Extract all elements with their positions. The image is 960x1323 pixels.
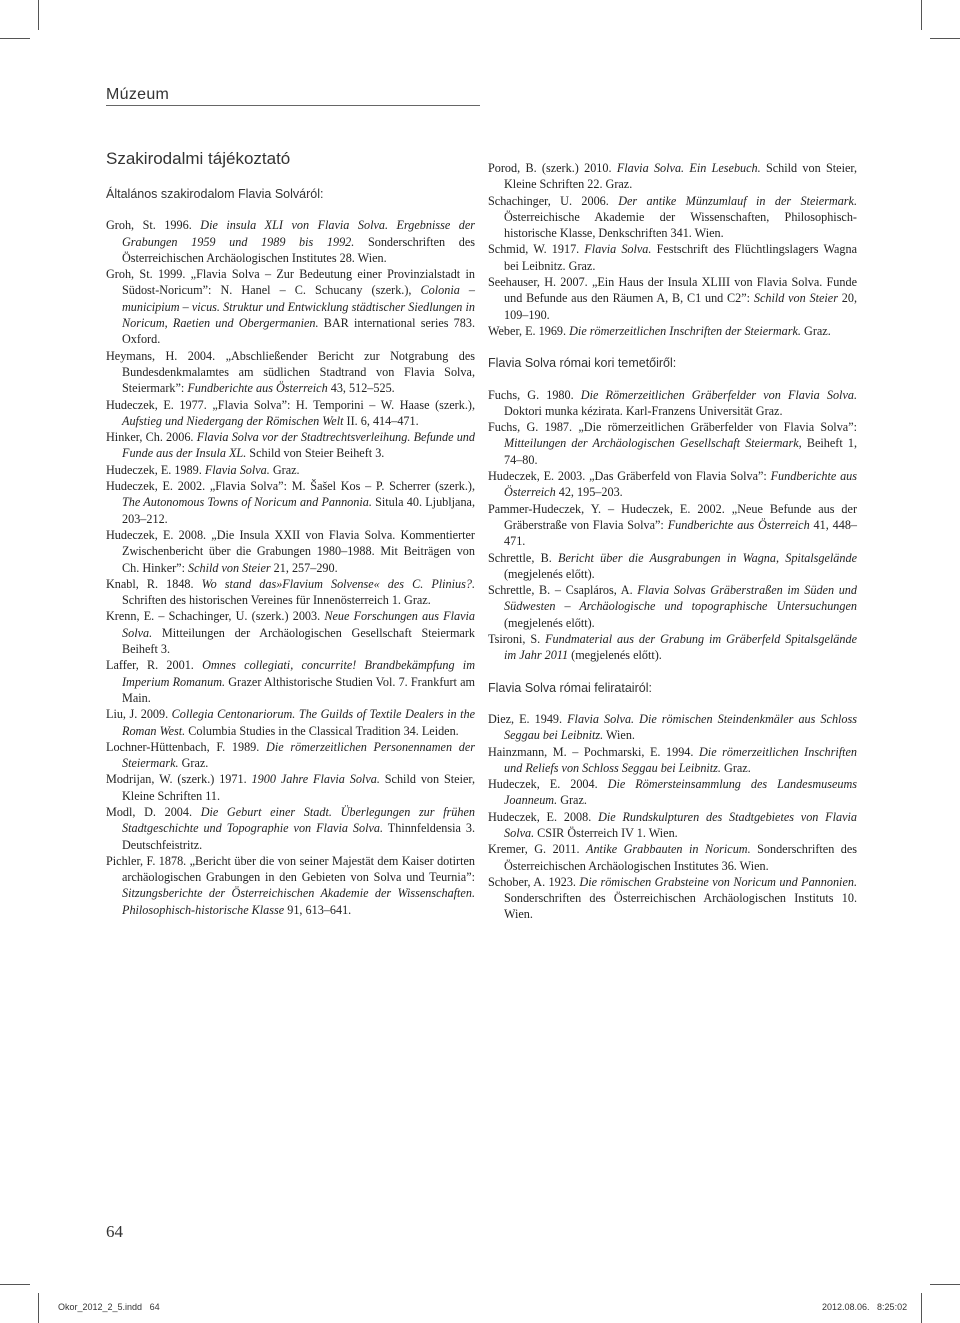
bibliography-entry [488, 631, 857, 664]
entry-text: Liu, J. 2009. [106, 707, 172, 722]
entry-text: Festschrift des Flüchtlingslagers Wagna bei Leibnitz. Graz. [504, 242, 857, 273]
entry-title-italic: Die Römerzeitlichen Gräberfelder von Flavia Solva. [580, 387, 857, 402]
entry-text: Columbia Studies in the Classical Tradition 34. Leiden. [185, 723, 459, 738]
entry-text: Groh, St. 1996. [106, 218, 201, 233]
entry-text: Krenn, E. – Schachinger, U. (szerk.) 2003. [106, 609, 325, 624]
entry-text: 91, 613–641. [284, 902, 352, 917]
entry-text: Knabl, R. 1848. [106, 576, 202, 591]
bibliography-entry [106, 462, 475, 478]
crop-mark [0, 1284, 30, 1285]
entry-text: Sonderschriften des Österreichischen Archäologischen Institutes 28. Wien. [122, 234, 475, 265]
bibliography-entry [106, 397, 475, 430]
bibliography-entry [488, 241, 857, 274]
entry-text: Lochner-Hüttenbach, F. 1989. [106, 739, 267, 754]
bibliography-entry [488, 419, 857, 468]
entry-text: Kremer, G. 2011. [488, 842, 587, 857]
entry-text: Modrijan, W. (szerk.) 1971. [106, 772, 252, 787]
entry-text: BAR international series 783. Oxford. [122, 316, 475, 347]
entry-text: Schrettle, B. – Csapláros, A. [488, 583, 638, 598]
entry-text: (megjelenés előtt). [568, 648, 662, 663]
entry-title-italic: Flavia Solva. [584, 242, 652, 257]
entry-title-italic: Neue Forschungen aus Flavia Solva. [122, 609, 475, 640]
entry-title-italic: Die römerzeitlichen Personennamen der Steiermark. [122, 739, 475, 771]
entry-text: Hudeczek, E. 1989. [106, 462, 205, 477]
entry-title-italic: Flavia Solva. Ein Lesebuch. [616, 161, 761, 175]
entry-text: Hudeczek, E. 2008. [488, 809, 599, 824]
bibliography-entry [106, 804, 475, 853]
entry-text: Schild von Steier Beiheft 3. [246, 446, 385, 461]
entry-text: Doktori munka kézirata. Karl-Franzens Universität Graz. [504, 403, 783, 418]
bibliography-entry [488, 193, 857, 242]
entry-text: Schmid, W. 1917. [488, 242, 585, 257]
crop-mark [38, 0, 39, 30]
entry-text: Heymans, H. 2004. „Abschließender Bericht zur Notgrabung des Bundesdenkmalamtes am südlichen Stadtrand von Flavia Solva, Steiermark”: [106, 348, 475, 396]
bibliography-entry [106, 706, 475, 739]
entry-text: Thinnfeldensia 3. Deutschfeistritz. [122, 821, 475, 852]
entry-text: Pammer-Hudeczek, Y. – Hudeczek, E. 2002. „Neue Befunde aus der Gräberstraße von Flavia Solva”: [488, 501, 857, 532]
left-column [106, 186, 475, 918]
entry-text: Mitteilungen der Archäologischen Gesellschaft Steiermark Beiheft 3. [122, 625, 475, 657]
entry-text: Schriften des historischen Vereines für Innenösterreich 1. Graz. [122, 593, 431, 608]
entry-text: CSIR Österreich IV 1. Wien. [534, 825, 678, 840]
crop-mark [930, 1284, 960, 1285]
bibliography-entry [488, 582, 857, 631]
bibliography-entry [488, 323, 857, 339]
bibliography-entry [488, 160, 857, 193]
subhead-general: Általános szakirodalom Flavia Solváról: [106, 187, 324, 201]
entry-text: Hudeczek, E. 2003. „Das Gräberfeld von Flavia Solva”: [488, 469, 771, 484]
entry-text: Weber, E. 1969. [488, 323, 570, 338]
entry-title-italic: Colonia – municipium – vicus. Struktur und Entwicklung städtischer Siedlungen in Noricum, Raetien und Obergermanien. [122, 283, 476, 331]
bibliography-entry [488, 744, 857, 777]
entry-text: Beiheft 1, 74–80. [504, 436, 857, 467]
entry-text: Schober, A. 1923. [488, 874, 580, 889]
right-column [488, 160, 857, 923]
bibliography-entry [488, 711, 857, 744]
entry-title-italic: Aufstieg und Niedergang der Römischen Welt [122, 413, 344, 428]
entry-text: 43, 512–525. [327, 381, 395, 396]
entry-text: Graz. [269, 462, 300, 477]
bibliography-entry [106, 527, 475, 576]
bibliography-entry [488, 809, 857, 842]
bibliography-entry [106, 217, 475, 266]
bibliography-list [106, 217, 475, 918]
entry-text: Wien. [603, 728, 635, 743]
entry-title-italic: Fundmaterial aus der Grabung im Gräberfeld Spitalsgelände im Jahr 2011 [504, 632, 857, 663]
entry-text: Hudeczek, E. 2008. „Die Insula XXII von Flavia Solva. Kommentierter Zwischenbericht über die Grabungen 1980–1988. Mit Beiträgen von Ch. Hinker”: [106, 527, 475, 575]
entry-text: Grazer Althistorische Studien Vol. 7. Frankfurt am Main. [122, 674, 476, 705]
entry-title-italic: 1900 Jahre Flavia Solva. [251, 772, 380, 787]
entry-title-italic: Schild von Steier [188, 560, 271, 575]
entry-text: Graz. [178, 756, 209, 771]
bibliography-entry [488, 776, 857, 809]
crop-mark [921, 0, 922, 30]
entry-text: II. 6, 414–471. [343, 413, 419, 428]
entry-text: Hinker, Ch. 2006. [106, 430, 197, 445]
subhead-inscriptions: Flavia Solva római feliratairól: [488, 680, 652, 695]
entry-text: Tsironi, S. [488, 632, 546, 647]
entry-title-italic: Collegia Centonariorum. The Guilds of Textile Dealers in the Roman West. [122, 707, 476, 738]
bibliography-entry [488, 468, 857, 501]
entry-title-italic: The Autonomous Towns of Noricum and Pannonia. [122, 495, 372, 510]
bibliography-entry [106, 739, 475, 772]
bibliography-entry [488, 274, 857, 323]
header-rule [106, 105, 480, 106]
entry-text: Hudeczek, E. 2004. [488, 777, 608, 792]
entry-title-italic: Flavia Solvas Gräberstraßen im Süden und Südwesten – Archäologische und topographische Untersuchungen [504, 583, 857, 614]
crop-mark [921, 1293, 922, 1323]
entry-title-italic: Die römerzeitlichen Inschriften der Steiermark. [569, 323, 801, 338]
entry-text: Fuchs, G. 1987. „Die römerzeitlichen Gräberfelder von Flavia Solva”: [488, 420, 857, 435]
entry-text: Graz. [557, 793, 587, 808]
entry-text: Hainzmann, M. – Pochmarski, E. 1994. [488, 744, 699, 759]
crop-mark [0, 38, 30, 39]
bibliography-entry [488, 550, 857, 583]
entry-title-italic: Fundberichte aus Österreich [504, 469, 858, 500]
entry-text: Pichler, F. 1878. „Bericht über die von seiner Majestät dem Kaiser dotirten archäologischen Grabungen in den Gebieten von Solva und Teurnia”: [106, 853, 475, 885]
section-title: Szakirodalmi tájékoztató [106, 149, 291, 168]
entry-text: Sonderschriften des Österreichischen Archäologischen Institutes 36. Wien. [504, 842, 858, 873]
subhead-cemetery: Flavia Solva római kori temetőiről: [488, 356, 677, 371]
entry-title-italic: Wo stand das»Flavium Solvense« des C. Plinius?. [201, 576, 475, 591]
entry-title-italic: Fundberichte aus Österreich [667, 517, 810, 532]
bibliography-entry [106, 657, 475, 706]
bibliography-list [488, 160, 857, 339]
entry-title-italic: Flavia Solva. [204, 462, 270, 477]
entry-text: Hudeczek, E. 1977. „Flavia Solva”: H. Temporini – W. Haase (szerk.), [106, 397, 475, 412]
entry-text: 20, 109–190. [504, 291, 857, 322]
entry-text: Modl, D. 2004. [106, 804, 201, 819]
entry-title-italic: Die insula XLI von Flavia Solva. Ergebnisse der Grabungen 1959 und 1989 bis 1992. [122, 218, 475, 249]
entry-text: (megjelenés előtt). [504, 615, 595, 630]
entry-title-italic: Die römerzeitlichen Inschriften und Reliefs von Schloss Seggau bei Leibnitz. [504, 744, 857, 775]
bibliography-entry [488, 501, 857, 550]
bibliography-entry [106, 608, 475, 657]
footer-timestamp: 2012.08.06. 8:25:02 [822, 1302, 908, 1312]
bibliography-entry [488, 387, 857, 420]
entry-text: Sonderschriften des Österreichischen Archäologischen Instituts 10. Wien. [504, 891, 857, 922]
entry-title-italic: Die Geburt einer Stadt. Überlegungen zur frühen Stadtgeschichte und Topographie von Flavia Solva. [122, 804, 475, 836]
entry-text: Graz. [720, 760, 751, 775]
running-header: Múzeum [106, 86, 170, 103]
entry-title-italic: Flavia Solva. Die römischen Steindenkmäler aus Schloss Seggau bei Leibnitz. [504, 711, 857, 743]
entry-title-italic: Flavia Solva vor der Stadtrechtsverleihung. Befunde und Funde aus der Insula XL. [122, 430, 475, 461]
entry-text: Seehauser, H. 2007. „Ein Haus der Insula XLIII von Flavia Solva. Funde und Befunde aus den Räumen A, B, C1 und C2”: [488, 275, 857, 306]
entry-title-italic: Sitzungsberichte der Österreichischen Akademie der Wissenschaften. Philosophisch-historische Klasse [122, 886, 475, 917]
entry-text: Laffer, R. 2001. [106, 658, 203, 673]
entry-text: 41, 448–471. [504, 517, 858, 549]
entry-title-italic: Antike Grabbauten in Noricum. [586, 842, 751, 857]
entry-text: Situla 40. Ljubljana, 203–212. [122, 495, 475, 526]
bibliography-entry [106, 771, 475, 804]
entry-text: Graz. [800, 323, 831, 338]
bibliography-entry [488, 841, 857, 874]
entry-title-italic: Die römischen Grabsteine von Noricum und Pannonien. [579, 874, 857, 889]
entry-text: Porod, B. (szerk.) 2010. [488, 161, 617, 175]
entry-text: Schrettle, B. [488, 550, 558, 565]
entry-title-italic: Die Römersteinsammlung des Landesmuseums Joanneum. [504, 777, 858, 808]
entry-text: Hudeczek, E. 2002. „Flavia Solva”: M. Šašel Kos – P. Scherrer (szerk.), [106, 479, 475, 494]
entry-text: Diez, E. 1949. [488, 711, 568, 726]
bibliography-entry [106, 853, 475, 918]
crop-mark [930, 38, 960, 39]
entry-title-italic: Schild von Steier [753, 291, 838, 306]
entry-text: Schachinger, U. 2006. [488, 193, 619, 208]
entry-title-italic: Der antike Münzumlauf in der Steiermark. [618, 193, 857, 208]
entry-text: (megjelenés előtt). [504, 566, 595, 581]
bibliography-entry [488, 874, 857, 923]
entry-title-italic: Mitteilungen der Archäologischen Gesellschaft Steiermark, [504, 436, 802, 451]
entry-text: Fuchs, G. 1980. [488, 387, 581, 402]
bibliography-entry [106, 348, 475, 397]
bibliography-list [488, 711, 857, 923]
bibliography-entry [106, 576, 475, 609]
crop-mark [38, 1293, 39, 1323]
page-number: 64 [106, 1222, 123, 1241]
entry-text: Schild von Steier, Kleine Schriften 22. Graz. [504, 161, 857, 192]
entry-text: 21, 257–290. [270, 560, 338, 575]
entry-text: 42, 195–203. [555, 485, 623, 500]
entry-title-italic: Die Rundskulpturen des Stadtgebietes von Flavia Solva. [504, 809, 857, 840]
bibliography-list [488, 387, 857, 664]
footer-file: Okor_2012_2_5.indd 64 [58, 1302, 160, 1312]
entry-text: Österreichische Akademie der Wissenschaften, Philosophisch-historische Klasse, Denkschriften 341. Wien. [504, 209, 857, 241]
bibliography-entry [106, 266, 475, 347]
entry-title-italic: Fundberichte aus Österreich [187, 381, 328, 396]
entry-text: Schild von Steier, Kleine Schriften 11. [122, 772, 476, 803]
entry-title-italic: Omnes collegiati, concurrite! Brandbekämpfung im Imperium Romanum. [122, 658, 475, 689]
entry-text: Groh, St. 1999. „Flavia Solva – Zur Bedeutung einer Provinzialstadt in Südost-Noricum”: N. Hanel – C. Schucany (szerk.), [106, 267, 475, 298]
entry-title-italic: Bericht über die Ausgrabungen in Wagna, Spitalsgelände [558, 550, 858, 565]
bibliography-entry [106, 429, 475, 462]
bibliography-entry [106, 478, 475, 527]
